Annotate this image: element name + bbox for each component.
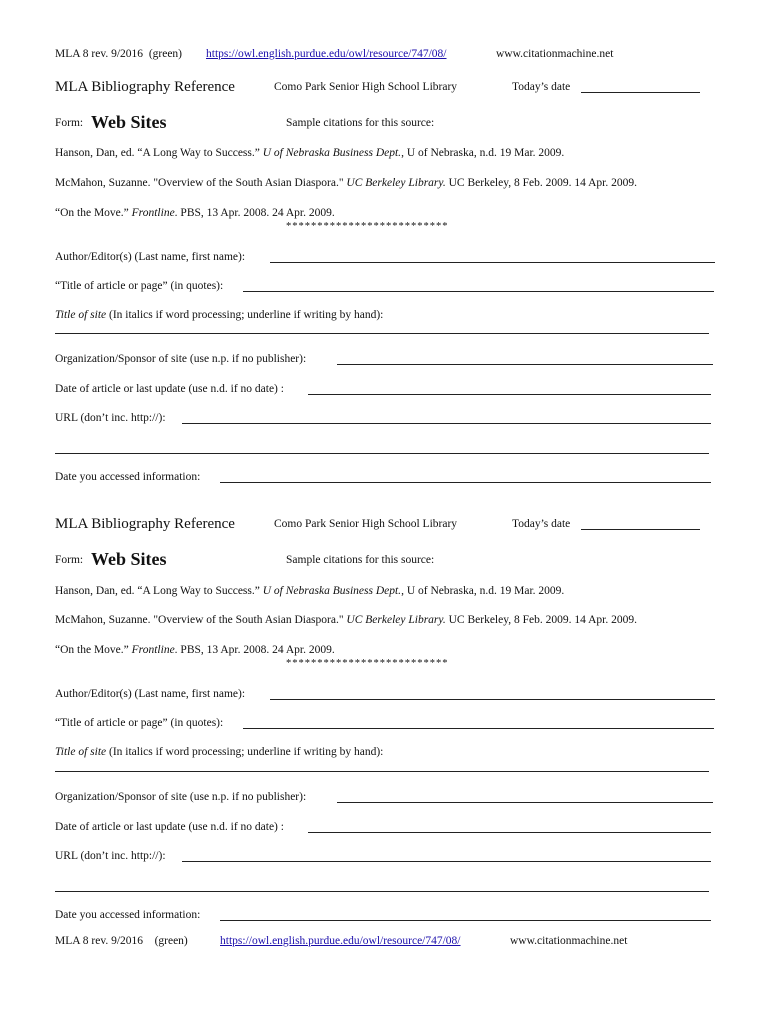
site-rest: (In italics if word processing; underline if writing by hand): (106, 746, 384, 758)
footer-mla-text: MLA 8 rev. 9/2016 (55, 935, 144, 947)
section1-date-field-label: Date of article or last update (use n.d. if no date) : (55, 383, 284, 395)
section1-url-label: URL (don’t inc. http://): (55, 412, 166, 424)
header-owl-link[interactable]: https://owl.english.purdue.edu/owl/resource/747/08/ (206, 48, 447, 60)
footer-owl-link[interactable]: https://owl.english.purdue.edu/owl/resource/747/08/ (220, 935, 461, 947)
section1-org-label: Organization/Sponsor of site (use n.p. if no publisher): (55, 353, 307, 365)
section1-separator-stars: ************************** (286, 221, 449, 232)
section2-author-line[interactable] (270, 699, 715, 700)
section2-date-line[interactable] (581, 529, 700, 530)
section2-citation-3 (55, 645, 335, 657)
section1-site-label (55, 310, 383, 322)
footer-mla-label (55, 936, 188, 948)
citation-italic: U of Nebraska Business Dept. (262, 147, 402, 159)
site-rest: (In italics if word processing; underline if writing by hand): (106, 309, 384, 321)
section1-author-label: Author/Editor(s) (Last name, first name): (55, 251, 246, 263)
section2-accessed-line[interactable] (220, 920, 711, 921)
header-citation-site: www.citationmachine.net (496, 48, 614, 60)
section1-title: MLA Bibliography Reference (55, 79, 235, 95)
section2-org-label: Organization/Sponsor of site (use n.p. if no publisher): (55, 791, 307, 803)
citation-italic: UC Berkeley Library. (346, 614, 446, 626)
section2-url-label: URL (don’t inc. http://): (55, 850, 166, 862)
citation-text: UC Berkeley, 8 Feb. 2009. 14 Apr. 2009. (445, 177, 637, 189)
section1-form-name: Web Sites (91, 112, 167, 132)
citation-text: UC Berkeley, 8 Feb. 2009. 14 Apr. 2009. (445, 614, 637, 626)
section2-org-line[interactable] (337, 802, 713, 803)
citation-italic: Frontline (131, 207, 175, 219)
section1-url-line[interactable] (182, 423, 711, 424)
footer-color-note: (green) (154, 935, 188, 947)
section2-form-label: Form: (55, 554, 84, 566)
section1-citation-3 (55, 208, 335, 220)
section1-form-label: Form: (55, 117, 84, 129)
citation-italic: Frontline (131, 644, 175, 656)
section2-title-label: “Title of article or page” (in quotes): (55, 717, 224, 729)
section1-date-label: Today’s date (512, 81, 571, 93)
header-color-note: (green) (148, 48, 183, 60)
section1-sample-label: Sample citations for this source: (286, 117, 435, 129)
header-mla-text: MLA 8 rev. 9/2016 (55, 48, 144, 60)
section2-date-field-label: Date of article or last update (use n.d. if no date) : (55, 821, 284, 833)
section1-date-field-line[interactable] (308, 394, 711, 395)
section1-citation-2 (55, 178, 637, 190)
section2-site-line[interactable] (55, 771, 709, 772)
section1-library: Como Park Senior High School Library (274, 81, 458, 93)
section1-title-label: “Title of article or page” (in quotes): (55, 280, 224, 292)
section2-title: MLA Bibliography Reference (55, 516, 235, 532)
section1-accessed-label: Date you accessed information: (55, 471, 201, 483)
section2-form-name: Web Sites (91, 549, 167, 569)
section2-library: Como Park Senior High School Library (274, 518, 458, 530)
section1-date-line[interactable] (581, 92, 700, 93)
section1-title-line[interactable] (243, 291, 714, 292)
section1-citation-1 (55, 148, 564, 160)
section2-date-label: Today’s date (512, 518, 571, 530)
citation-text: Hanson, Dan, ed. “A Long Way to Success.” (55, 585, 263, 597)
section2-site-label (55, 747, 383, 759)
section2-url-line[interactable] (182, 861, 711, 862)
section2-accessed-label: Date you accessed information: (55, 909, 201, 921)
section2-sample-label: Sample citations for this source: (286, 554, 435, 566)
citation-text: “On the Move.” (55, 644, 132, 656)
citation-text: , U of Nebraska, n.d. 19 Mar. 2009. (401, 147, 565, 159)
header-mla-label (55, 49, 182, 61)
section2-date-field-line[interactable] (308, 832, 711, 833)
citation-text: McMahon, Suzanne. "Overview of the South Asian Diaspora." (55, 614, 347, 626)
section2-citation-1 (55, 586, 564, 598)
citation-italic: UC Berkeley Library. (346, 177, 446, 189)
section1-site-line[interactable] (55, 333, 709, 334)
section1-author-line[interactable] (270, 262, 715, 263)
section1-org-line[interactable] (337, 364, 713, 365)
site-italic: Title of site (55, 309, 107, 321)
footer-citation-site: www.citationmachine.net (510, 935, 628, 947)
citation-text: . PBS, 13 Apr. 2008. 24 Apr. 2009. (174, 644, 335, 656)
site-italic: Title of site (55, 746, 107, 758)
section2-citation-2 (55, 615, 637, 627)
section2-author-label: Author/Editor(s) (Last name, first name): (55, 688, 246, 700)
citation-text: McMahon, Suzanne. "Overview of the South Asian Diaspora." (55, 177, 347, 189)
section1-url-line-2[interactable] (55, 453, 709, 454)
citation-text: , U of Nebraska, n.d. 19 Mar. 2009. (401, 585, 565, 597)
section2-separator-stars: ************************** (286, 658, 449, 669)
citation-italic: U of Nebraska Business Dept. (262, 585, 402, 597)
section2-url-line-2[interactable] (55, 891, 709, 892)
citation-text: Hanson, Dan, ed. “A Long Way to Success.” (55, 147, 263, 159)
section2-title-line[interactable] (243, 728, 714, 729)
citation-text: . PBS, 13 Apr. 2008. 24 Apr. 2009. (174, 207, 335, 219)
citation-text: “On the Move.” (55, 207, 132, 219)
section1-accessed-line[interactable] (220, 482, 711, 483)
